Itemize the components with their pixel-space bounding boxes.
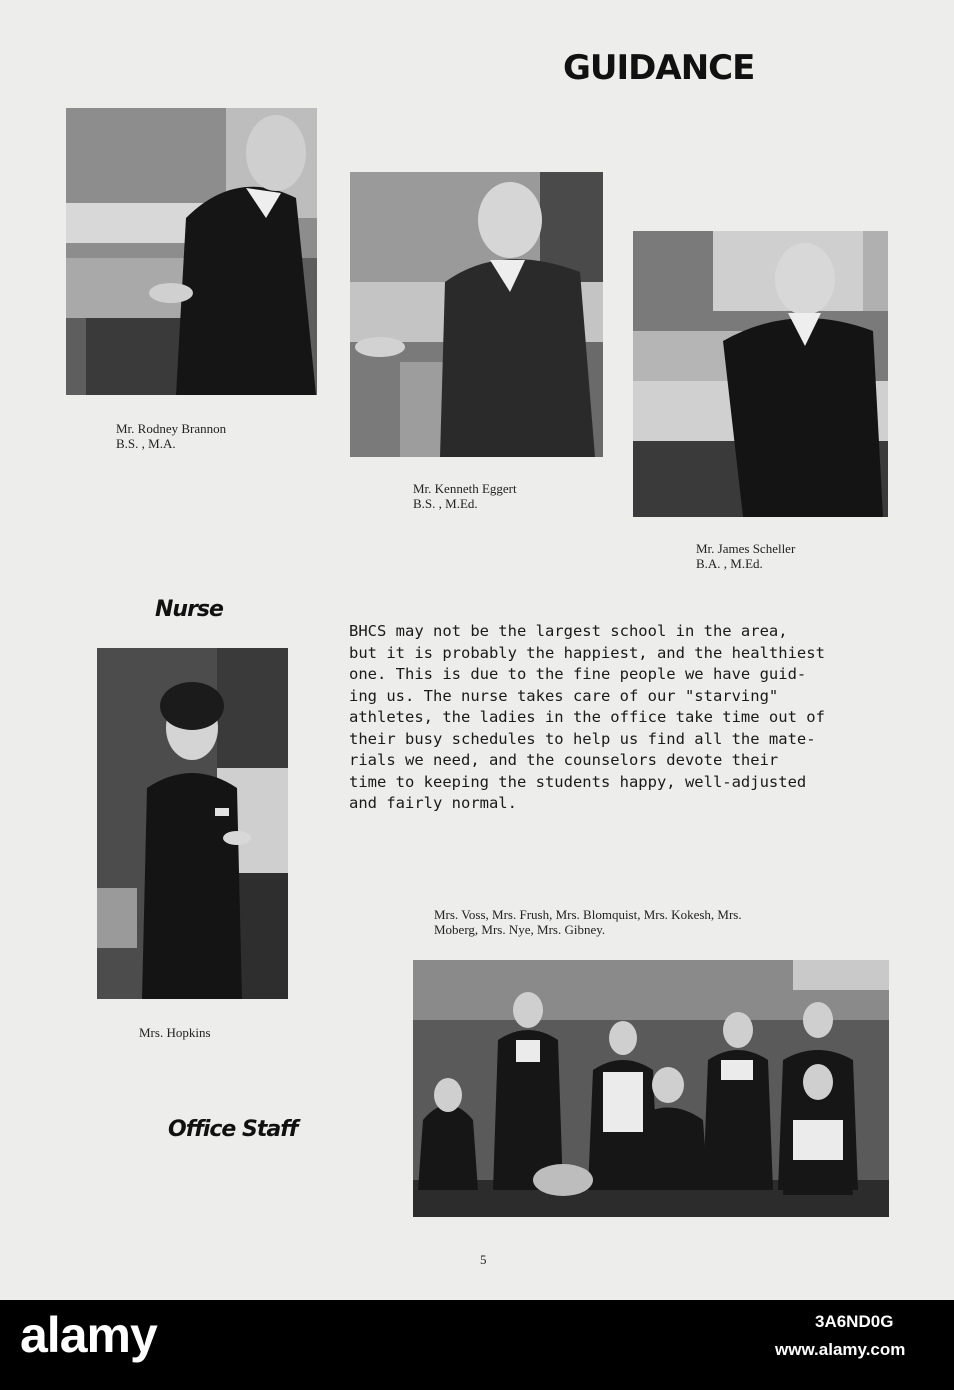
staff-name: Mr. Rodney Brannon bbox=[116, 421, 227, 436]
paragraph-line: ing us. The nurse takes care of our "starving" bbox=[349, 686, 779, 705]
staff-name: Mr. Kenneth Eggert bbox=[413, 481, 517, 496]
site-url: www.alamy.com bbox=[775, 1340, 906, 1359]
paragraph-line: BHCS may not be the largest school in the area, bbox=[349, 622, 788, 640]
paragraph-line: athletes, the ladies in the office take time out of bbox=[349, 708, 825, 726]
staff-degrees: B.S. , M.A. bbox=[116, 436, 176, 451]
brannon-photo bbox=[66, 108, 317, 395]
nurse-photo bbox=[97, 648, 288, 999]
paragraph-line: and fairly normal. bbox=[349, 794, 517, 812]
intro-paragraph bbox=[349, 621, 825, 815]
staff-degrees: B.A. , M.Ed. bbox=[696, 556, 763, 571]
scheller-caption bbox=[696, 541, 795, 571]
office-staff-heading: Office Staff bbox=[168, 1117, 298, 1142]
paragraph-line: their busy schedules to help us find all the mate- bbox=[349, 729, 816, 748]
page-number: 5 bbox=[480, 1252, 487, 1267]
scheller-photo bbox=[633, 231, 888, 517]
nurse-heading: Nurse bbox=[155, 597, 223, 622]
watermark-logo: alamy bbox=[20, 1307, 157, 1363]
office-staff-photo bbox=[413, 960, 889, 1217]
caption-line: Mrs. Voss, Mrs. Frush, Mrs. Blomquist, Mrs. Kokesh, Mrs. bbox=[434, 907, 742, 922]
staff-degrees: B.S. , M.Ed. bbox=[413, 496, 478, 511]
image-id: 3A6ND0G bbox=[815, 1312, 894, 1331]
caption-line: Moberg, Mrs. Nye, Mrs. Gibney. bbox=[434, 922, 606, 937]
eggert-caption bbox=[413, 481, 517, 511]
staff-name: Mr. James Scheller bbox=[696, 541, 796, 556]
paragraph-line: but it is probably the happiest, and the healthiest bbox=[349, 643, 825, 662]
nurse-caption: Mrs. Hopkins bbox=[139, 1025, 211, 1040]
guidance-heading: GUIDANCE bbox=[563, 48, 755, 88]
paragraph-line: time to keeping the students happy, well-adjusted bbox=[349, 772, 807, 791]
office-caption bbox=[434, 907, 742, 937]
paragraph-line: one. This is due to the fine people we have guid- bbox=[349, 665, 807, 683]
paragraph-line: rials we need, and the counselors devote their bbox=[349, 751, 779, 769]
brannon-caption bbox=[116, 421, 226, 451]
eggert-photo bbox=[350, 172, 603, 457]
